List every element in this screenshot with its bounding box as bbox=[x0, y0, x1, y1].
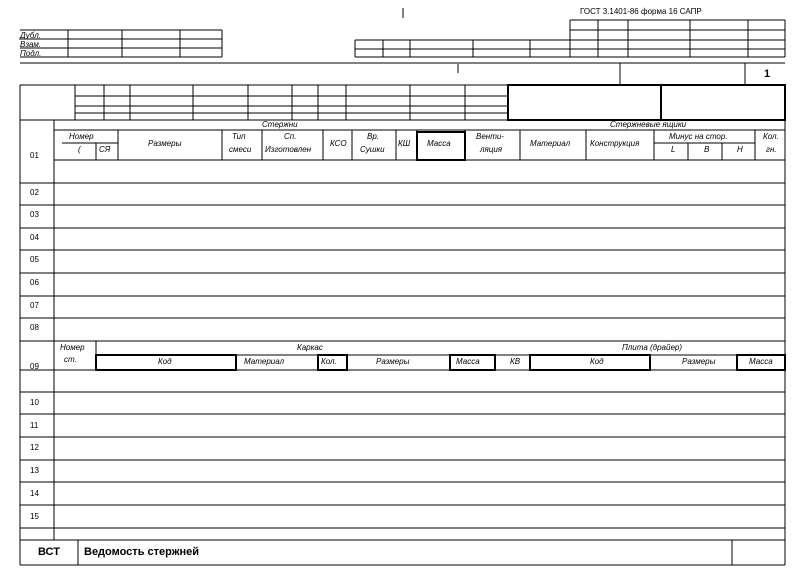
row-number: 09 bbox=[30, 362, 39, 371]
frame-number-2: ст. bbox=[64, 355, 77, 364]
row-number: 05 bbox=[30, 255, 39, 264]
box-count-2: гн. bbox=[766, 145, 777, 154]
core-mass: Масса bbox=[427, 139, 451, 148]
plate-code: Код bbox=[590, 357, 604, 366]
row-number: 04 bbox=[30, 233, 39, 242]
frame-mass: Масса bbox=[456, 357, 480, 366]
row-number: 03 bbox=[30, 210, 39, 219]
core-mix-type-2: смеси bbox=[229, 145, 252, 154]
frame-kv: КВ bbox=[510, 357, 521, 366]
box-minus-title: Минус на стор. bbox=[669, 132, 728, 141]
box-material: Материал bbox=[530, 139, 571, 148]
form-grid bbox=[20, 20, 785, 565]
core-mix-type-1: Тип bbox=[232, 132, 246, 141]
row-number: 15 bbox=[30, 512, 39, 521]
bold-box bbox=[661, 85, 785, 120]
frame-title: Каркас bbox=[297, 343, 323, 352]
box-count-1: Кол. bbox=[763, 132, 779, 141]
row-number: 13 bbox=[30, 466, 39, 475]
frame-sizes: Размеры bbox=[376, 357, 410, 366]
row-number: 11 bbox=[30, 421, 39, 430]
core-method-2: Изготовлен bbox=[265, 145, 312, 154]
plate-mass: Масса bbox=[749, 357, 773, 366]
gost-label: ГОСТ 3.1401-86 форма 16 САПР bbox=[580, 7, 702, 16]
core-vent-2: ляция bbox=[480, 145, 503, 154]
frame-code: Код bbox=[158, 357, 172, 366]
core-vent-1: Венти- bbox=[476, 132, 504, 141]
cores-title: Стержни bbox=[262, 120, 298, 129]
core-ksh: КШ bbox=[398, 139, 411, 148]
frame-number-1: Номер bbox=[60, 343, 85, 352]
plate-sizes: Размеры bbox=[682, 357, 716, 366]
stub-label-vzam: Взам. bbox=[20, 40, 42, 49]
row-number: 08 bbox=[30, 323, 39, 332]
row-number: 12 bbox=[30, 443, 39, 452]
row-number: 06 bbox=[30, 278, 39, 287]
core-number-sub-2: СЯ bbox=[99, 145, 111, 154]
core-sizes-label: Размеры bbox=[148, 139, 182, 148]
core-kso: КСО bbox=[330, 139, 347, 148]
box-construction: Конструкция bbox=[590, 139, 640, 148]
core-drying-2: Сушки bbox=[360, 145, 385, 154]
frame-count: Кол. bbox=[321, 357, 337, 366]
core-number-label: Номер bbox=[69, 132, 94, 141]
doc-title: Ведомость стержней bbox=[84, 546, 200, 558]
boxes-title: Стержневые ящики bbox=[610, 120, 687, 129]
box-l: L bbox=[671, 145, 676, 154]
core-number-sub-1: ( bbox=[78, 145, 81, 154]
core-method-1: Сп. bbox=[284, 132, 297, 141]
plate-title: Плита (драйер) bbox=[622, 343, 682, 352]
doc-code: ВСТ bbox=[38, 546, 60, 558]
row-number: 10 bbox=[30, 398, 39, 407]
box-b: B bbox=[704, 145, 710, 154]
row-number: 07 bbox=[30, 301, 39, 310]
row-number: 14 bbox=[30, 489, 39, 498]
frame-material: Материал bbox=[244, 357, 285, 366]
row-number: 01 bbox=[30, 151, 39, 160]
stub-label-podl: Подл. bbox=[20, 49, 42, 58]
core-drying-1: Вр. bbox=[367, 132, 380, 141]
stub-label-dubl: Дубл. bbox=[20, 31, 41, 40]
sheet-number: 1 bbox=[764, 68, 771, 80]
row-number: 02 bbox=[30, 188, 39, 197]
bold-box bbox=[508, 85, 661, 120]
box-h: H bbox=[737, 145, 743, 154]
